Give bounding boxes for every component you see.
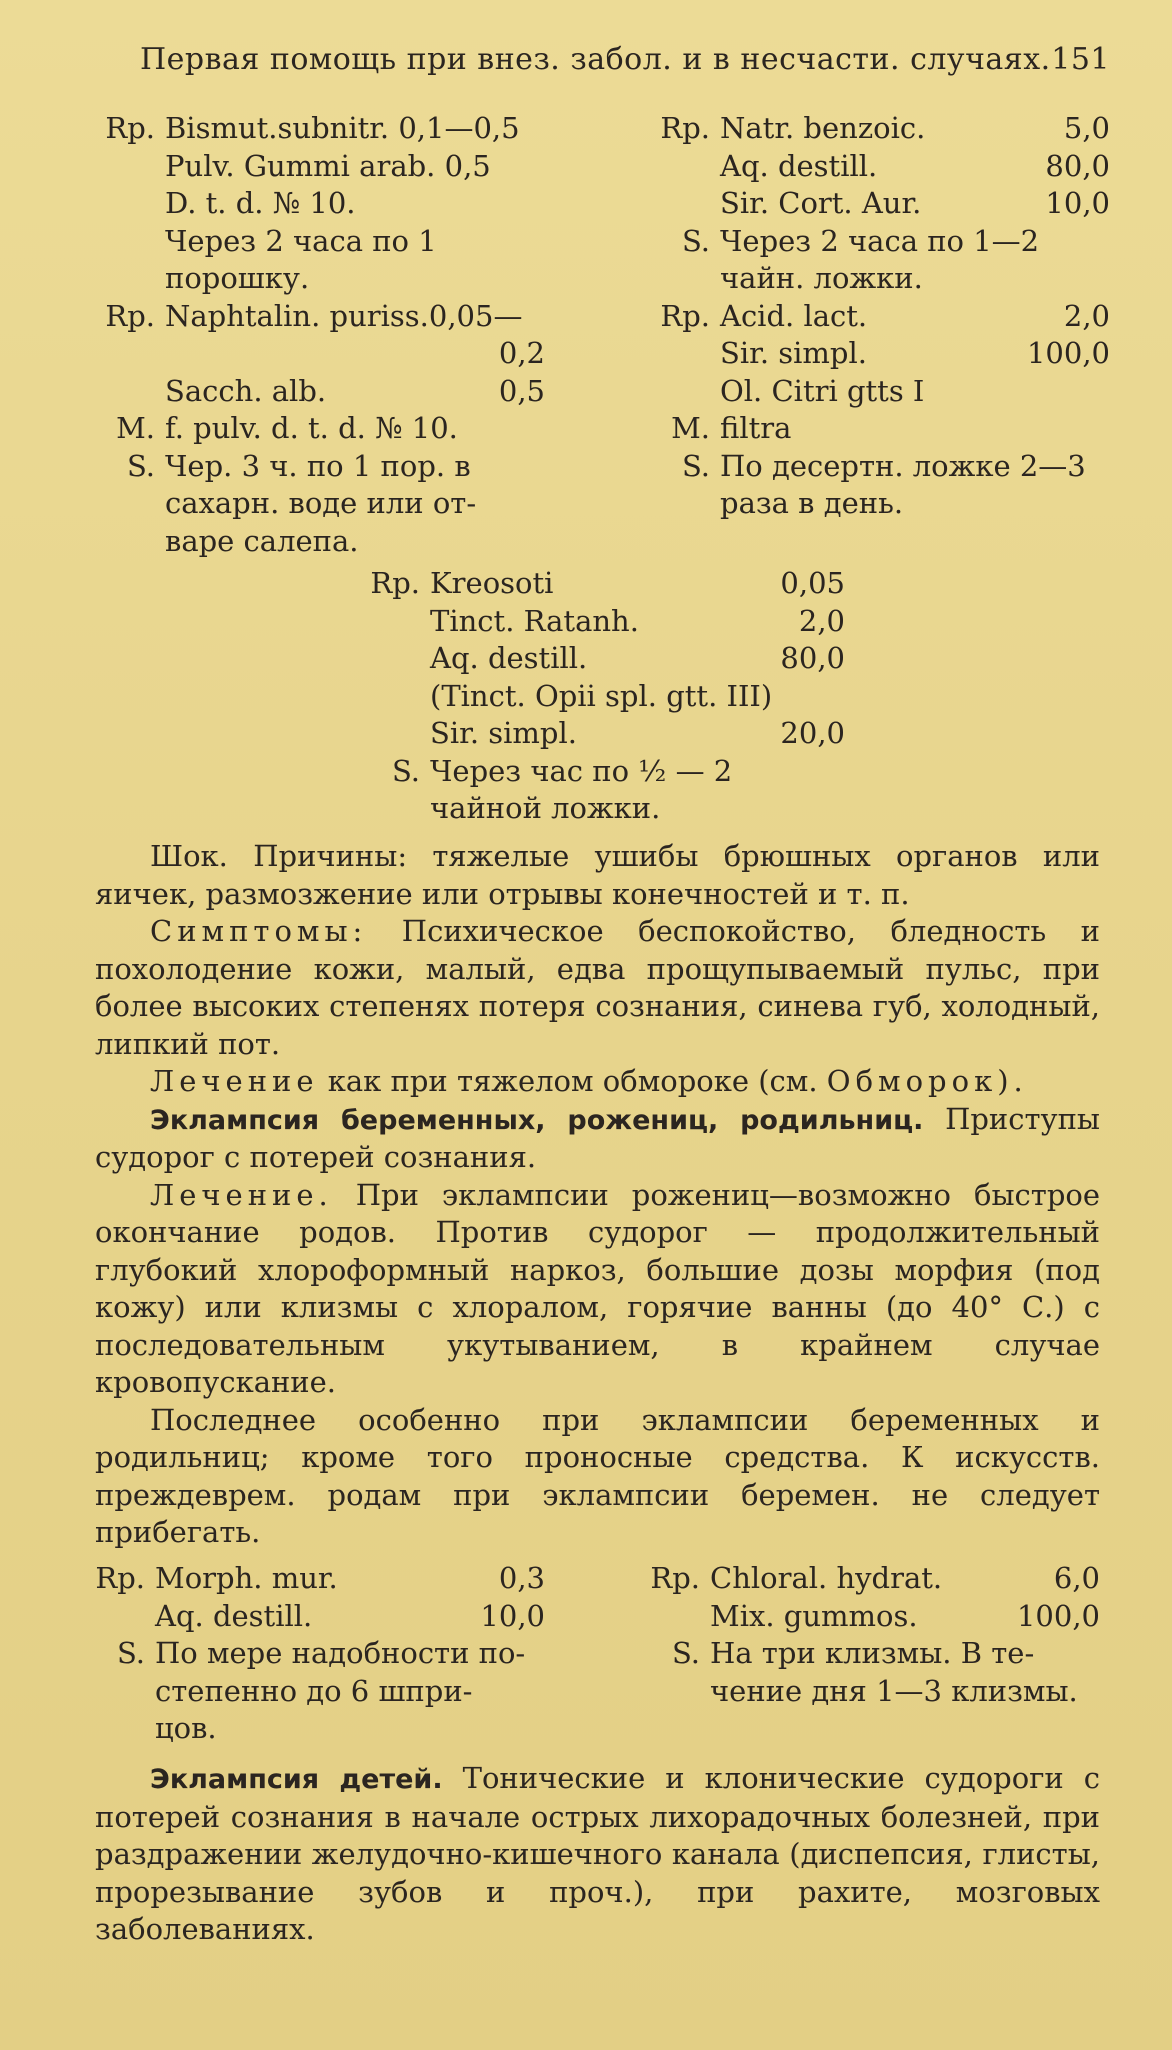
prescription-block-bottom-left [75, 1560, 545, 1748]
children-eclampsia-text: Тонические и клонические судороги с потерей сознания в начале острых лихорадочных болезней, при раздражении желудочно-кишечного канала (диспепсия, глисты, прорезывание зубов и проч.), при рахите, мозговых заболеваниях. [95, 1761, 1100, 1946]
prescription-line [640, 298, 1110, 336]
prescription-prefix [75, 1598, 155, 1636]
prescription-prefix [75, 1673, 155, 1711]
prescription-text: Ol. Citri gtts I [720, 373, 925, 408]
prescription-text: раза в день. [720, 486, 904, 520]
treatment-reference: Обморок). [826, 1064, 1028, 1098]
prescription-prefix [350, 603, 430, 641]
prescription-line [350, 565, 845, 603]
prescription-line [85, 448, 545, 486]
running-header [140, 42, 1110, 77]
prescription-prefix: Rp. [370, 566, 420, 600]
header-title: Первая помощь при внез. забол. и в несчасти. случаях. [140, 42, 1051, 77]
prescription-amount: 100,0 [1026, 336, 1110, 370]
prescription-line [85, 335, 545, 373]
prescription-text: На три клизмы. В те- [710, 1636, 1035, 1670]
prescription-line [75, 1560, 545, 1598]
prescription-text: Sacch. alb. [165, 373, 327, 408]
prescription-amount: 2,0 [1063, 298, 1110, 333]
prescription-prefix [85, 185, 165, 223]
prescription-text: Kreosoti [430, 566, 554, 600]
main-text-1 [95, 838, 1100, 1552]
prescription-prefix: S. [671, 1636, 700, 1670]
prescription-text: Natr. benzoic. [720, 111, 926, 145]
prescription-text [165, 335, 499, 373]
treatment-paragraph [95, 1063, 1100, 1101]
prescription-line [350, 678, 845, 716]
prescription-text: Aq. destill. [430, 641, 588, 675]
prescription-text: порошку. [165, 261, 310, 295]
prescription-amount: 10,0 [480, 1598, 545, 1633]
prescription-line [640, 148, 1110, 186]
children-eclampsia-paragraph [95, 1760, 1100, 1949]
prescription-line [630, 1673, 1100, 1711]
prescription-line [640, 110, 1110, 148]
prescription-prefix [640, 335, 720, 373]
main-text-2 [95, 1760, 1100, 1949]
prescription-prefix [85, 148, 165, 186]
prescription-prefix: S. [391, 753, 420, 788]
prescription-amount: 2,0 [798, 603, 845, 638]
prescription-text: filtra [720, 411, 792, 445]
prescription-prefix [640, 260, 720, 298]
prescription-line [350, 603, 845, 641]
prescription-prefix [85, 335, 165, 373]
symptoms-text: Психическое беспокойство, бледность и похолодение кожи, малый, едва прощупываемый пульс, при более высоких степенях потеря сознания, синева губ, холодный, липкий пот. [95, 914, 1101, 1061]
prescription-text: Naphtalin. puriss.0,05— [165, 298, 523, 333]
prescription-prefix: Rp. [95, 1561, 145, 1595]
shock-paragraph [95, 838, 1100, 913]
prescription-prefix [640, 148, 720, 186]
treatment-text: как при тяжелом обмороке (см. [327, 1064, 818, 1098]
prescription-prefix [350, 640, 430, 678]
prescription-line [85, 410, 545, 448]
prescription-amount: 80,0 [1045, 148, 1110, 183]
prescription-text: Morph. mur. [155, 1561, 338, 1595]
prescription-prefix [640, 185, 720, 223]
prescription-prefix: M. [671, 411, 710, 445]
prescription-prefix: S. [116, 1636, 145, 1670]
prescription-amount: 0,05 [780, 566, 845, 600]
prescription-text: Чер. 3 ч. по 1 пор. в [165, 448, 471, 483]
prescription-line [75, 1673, 545, 1711]
prescription-text: чайн. ложки. [720, 261, 923, 295]
prescription-line [350, 715, 845, 753]
prescription-prefix [85, 223, 165, 261]
prescription-prefix: S. [681, 223, 710, 258]
prescription-text: Sir. simpl. [720, 336, 867, 370]
prescription-block-center [350, 565, 845, 828]
shock-text: Причины: тяжелые ушибы брюшных органов или яичек, размозжение или отрывы конечностей и т. п. [95, 839, 1101, 911]
prescription-prefix: Rp. [105, 111, 155, 145]
prescription-line [640, 485, 1110, 523]
prescription-prefix [640, 485, 720, 523]
prescription-amount: 0,3 [498, 1561, 545, 1595]
prescription-line [350, 640, 845, 678]
prescription-prefix [75, 1710, 155, 1748]
prescription-block-top-right [640, 110, 1110, 523]
prescription-line [640, 373, 1110, 411]
prescription-prefix [85, 373, 165, 411]
prescription-prefix [85, 485, 165, 523]
prescription-line [75, 1635, 545, 1673]
prescription-line [640, 185, 1110, 223]
prescription-prefix: Rp. [650, 1561, 700, 1595]
prescription-line [85, 223, 545, 261]
eclampsia-text: Приступы судорог с потерей сознания. [95, 1101, 1101, 1174]
prescription-line [75, 1598, 545, 1636]
prescription-line [640, 335, 1110, 373]
prescription-amount: 6,0 [1053, 1561, 1100, 1595]
prescription-text: D. t. d. № 10. [165, 186, 356, 220]
prescription-prefix: Rp. [660, 111, 710, 145]
children-eclampsia-heading: Эклампсия детей. [150, 1764, 443, 1795]
treatment2-text: При эклампсии рожениц—возможно быстрое окончание родов. Против судорог — продолжительный глубокий хлороформный наркоз, большие дозы морфия (под кожу) или клизмы с хлоралом, горячие ванны (до 40° С.) с последовательным укутыванием, в крайнем случае кровопускание. [95, 1177, 1101, 1399]
page-number: 151 [1051, 42, 1110, 77]
prescription-line [630, 1635, 1100, 1673]
prescription-text: Acid. lact. [720, 298, 868, 333]
prescription-amount: 0,2 [498, 336, 545, 370]
prescription-line [85, 485, 545, 523]
eclampsia-paragraph [95, 1101, 1100, 1177]
prescription-prefix [350, 790, 430, 828]
prescription-line [85, 260, 545, 298]
prescription-text: степенно до 6 шпри- [155, 1673, 473, 1708]
prescription-prefix [85, 260, 165, 298]
prescription-prefix [85, 523, 165, 561]
prescription-line [85, 185, 545, 223]
prescription-text: чение дня 1—3 клизмы. [710, 1673, 1078, 1708]
prescription-text: Bismut.subnitr. 0,1—0,5 [165, 111, 520, 145]
prescription-text: Chloral. hydrat. [710, 1561, 943, 1595]
prescription-line [640, 448, 1110, 486]
prescription-prefix: M. [116, 411, 155, 445]
prescription-amount: 5,0 [1063, 111, 1110, 145]
prescription-text: Через 2 часа по 1—2 [720, 223, 1040, 258]
prescription-line [75, 1710, 545, 1748]
prescription-line [85, 110, 545, 148]
prescription-text: Через час по ½ — 2 [430, 753, 733, 788]
prescription-text: Pulv. Gummi arab. 0,5 [165, 148, 491, 183]
prescription-amount: 10,0 [1045, 186, 1110, 220]
prescription-prefix: S. [126, 448, 155, 483]
prescription-line [630, 1560, 1100, 1598]
prescription-prefix: Rp. [105, 298, 155, 333]
prescription-line [85, 148, 545, 186]
prescription-text: сахарн. воде или от- [165, 486, 477, 520]
prescription-text: Tinct. Ratanh. [430, 603, 639, 638]
prescription-text: Через 2 часа по 1 [165, 223, 437, 258]
prescription-text: По десертн. ложке 2—3 [720, 448, 1086, 483]
last-paragraph: Последнее особенно при эклампсии беременных и родильниц; кроме того проносные средства. К искусств. преждеврем. родам при эклампсии беремен. не следует прибегать. [95, 1402, 1100, 1549]
prescription-line [350, 753, 845, 791]
prescription-prefix [350, 715, 430, 753]
prescription-prefix: S. [681, 448, 710, 483]
prescription-text: Aq. destill. [720, 148, 878, 183]
prescription-amount: 20,0 [780, 716, 845, 750]
treatment-heading: Лечение [150, 1064, 319, 1098]
prescription-line [350, 790, 845, 828]
prescription-text: Sir. simpl. [430, 716, 577, 750]
prescription-prefix [350, 678, 430, 716]
prescription-block-top-left [85, 110, 545, 560]
prescription-text: цов. [155, 1711, 217, 1745]
prescription-text: варе салепа. [165, 523, 359, 558]
prescription-amount: 80,0 [780, 641, 845, 675]
prescription-text: Sir. Cort. Aur. [720, 186, 922, 220]
prescription-text: По мере надобности по- [155, 1636, 526, 1670]
prescription-line [640, 223, 1110, 261]
prescription-text: чайной ложки. [430, 791, 661, 825]
prescription-line [85, 373, 545, 411]
prescription-block-bottom-right [630, 1560, 1100, 1710]
symptoms-heading: Симптомы: [150, 914, 368, 948]
prescription-text: Mix. gummos. [710, 1598, 918, 1633]
prescription-prefix [630, 1598, 710, 1636]
prescription-text: f. pulv. d. t. d. № 10. [165, 411, 458, 445]
treatment2-paragraph [95, 1177, 1100, 1402]
prescription-prefix: Rp. [660, 298, 710, 333]
prescription-line [640, 260, 1110, 298]
prescription-line [630, 1598, 1100, 1636]
shock-heading: Шок. [150, 839, 228, 873]
prescription-line [85, 298, 545, 336]
prescription-text: Aq. destill. [155, 1598, 313, 1633]
treatment2-heading: Лечение. [150, 1177, 333, 1212]
eclampsia-heading: Эклампсия беременных, рожениц, родильниц. [150, 1104, 924, 1136]
prescription-amount: 0,5 [498, 373, 545, 408]
prescription-prefix [640, 373, 720, 411]
prescription-line [85, 523, 545, 561]
symptoms-paragraph [95, 913, 1100, 1063]
prescription-prefix [630, 1673, 710, 1711]
prescription-amount: 100,0 [1016, 1598, 1100, 1633]
prescription-line [640, 410, 1110, 448]
prescription-text: (Tinct. Opii spl. gtt. III) [430, 678, 773, 713]
